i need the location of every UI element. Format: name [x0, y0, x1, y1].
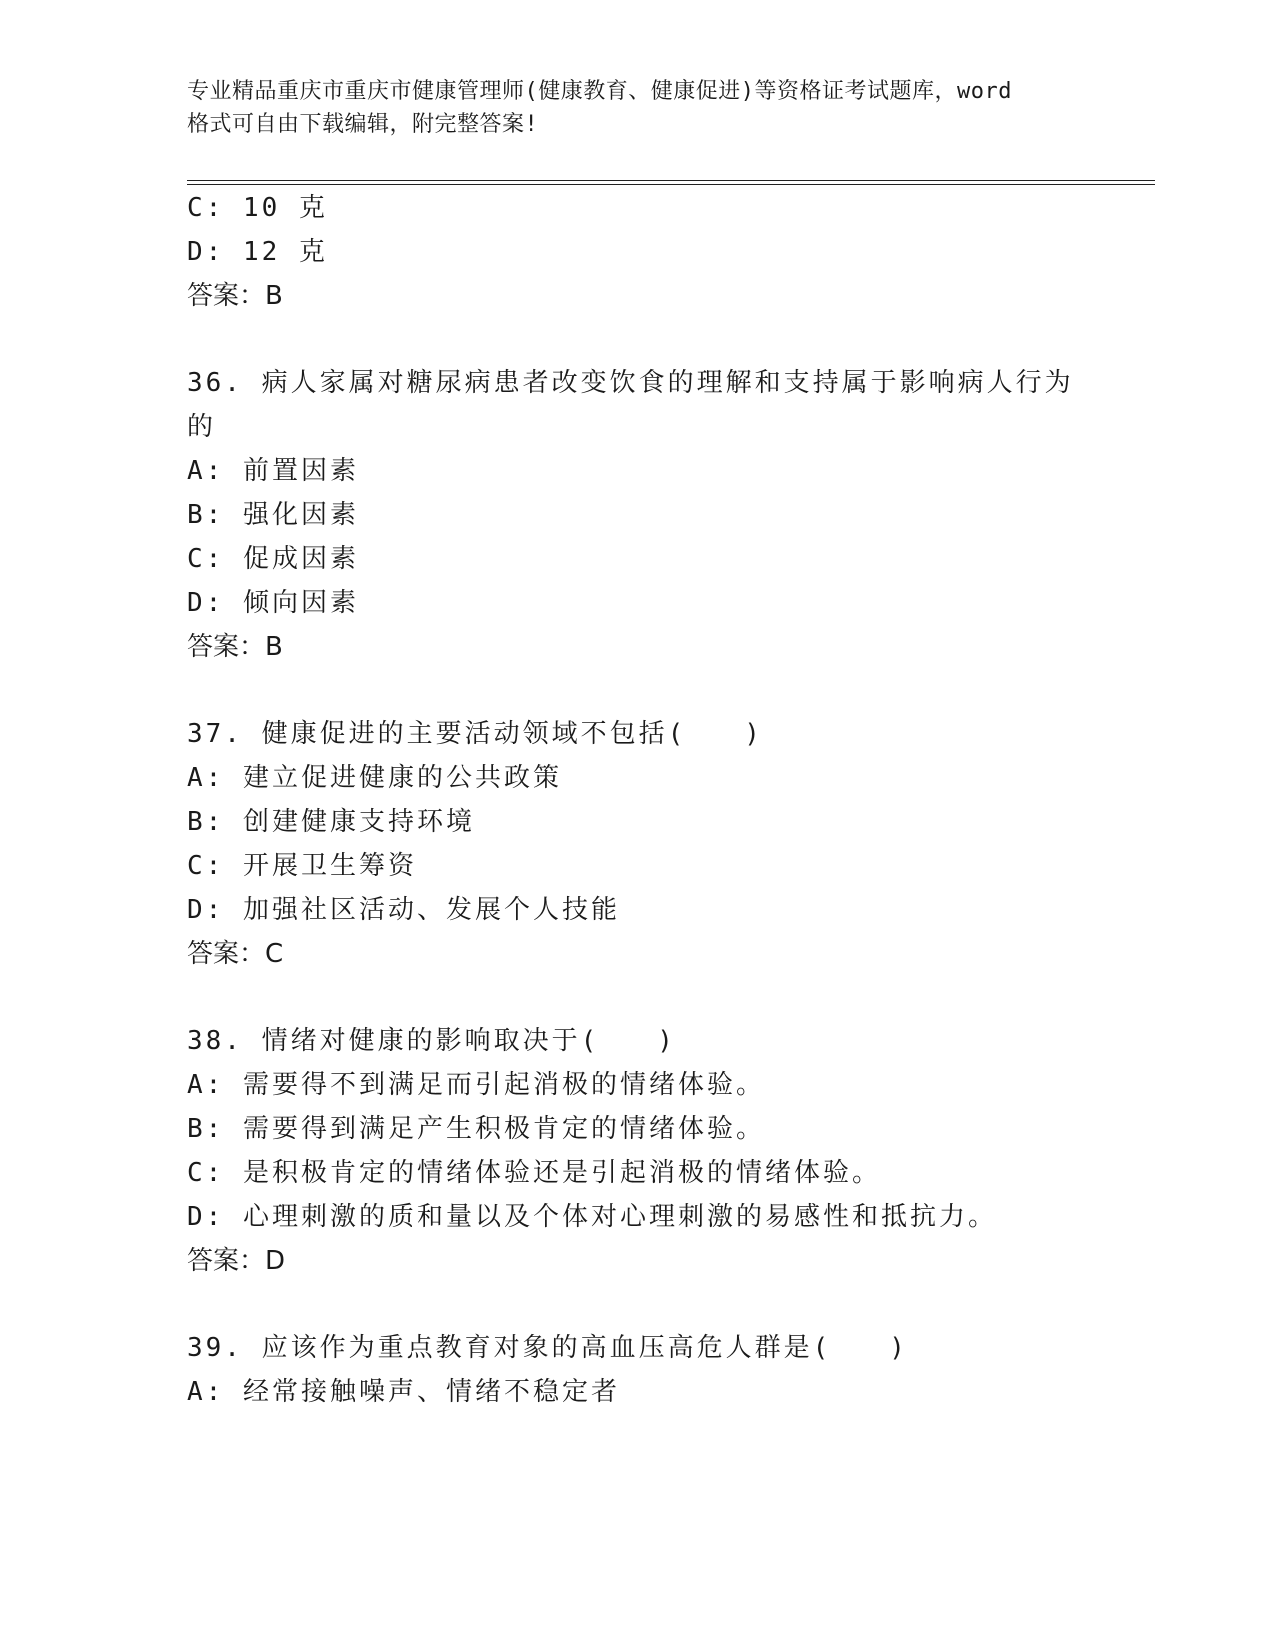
- q39-stem-line-1: 39. 应该作为重点教育对象的高血压高危人群是( ): [187, 1333, 908, 1363]
- prev-option-c: C: 10 克: [187, 193, 328, 223]
- q39-option-a: A: 经常接触噪声、情绪不稳定者: [187, 1377, 620, 1407]
- q37-stem-line-1: 37. 健康促进的主要活动领域不包括( ): [187, 719, 763, 749]
- q37-option-a: A: 建立促进健康的公共政策: [187, 763, 562, 793]
- prev-answer: 答案：B: [187, 281, 283, 311]
- q36-option-b: B: 强化因素: [187, 500, 359, 530]
- header-divider-bottom: [187, 184, 1155, 185]
- q37-answer: 答案：C: [187, 939, 284, 969]
- q38-option-b: B: 需要得到满足产生积极肯定的情绪体验。: [187, 1114, 765, 1144]
- q37-option-b: B: 创建健康支持环境: [187, 807, 475, 837]
- q36-option-a: A: 前置因素: [187, 456, 359, 486]
- q36-stem-line-2: 的: [187, 412, 217, 442]
- q36-option-c: C: 促成因素: [187, 544, 359, 574]
- q36-option-d: D: 倾向因素: [187, 588, 359, 618]
- q38-option-a: A: 需要得不到满足而引起消极的情绪体验。: [187, 1070, 765, 1100]
- header-line-2: 格式可自由下载编辑，附完整答案!: [187, 112, 539, 137]
- q38-option-c: C: 是积极肯定的情绪体验还是引起消极的情绪体验。: [187, 1158, 881, 1188]
- q37-option-d: D: 加强社区活动、发展个人技能: [187, 895, 620, 925]
- q38-stem-line-1: 38. 情绪对健康的影响取决于( ): [187, 1026, 676, 1056]
- q36-answer: 答案：B: [187, 632, 283, 662]
- q38-answer: 答案：D: [187, 1246, 286, 1276]
- q36-stem-line-1: 36. 病人家属对糖尿病患者改变饮食的理解和支持属于影响病人行为: [187, 368, 1074, 398]
- prev-option-d: D: 12 克: [187, 237, 328, 267]
- header-line-1: 专业精品重庆市重庆市健康管理师(健康教育、健康促进)等资格证考试题库，word: [187, 79, 1012, 104]
- header-divider-top: [187, 180, 1155, 181]
- q37-option-c: C: 开展卫生筹资: [187, 851, 417, 881]
- page-header: [187, 75, 1107, 141]
- q38-option-d: D: 心理刺激的质和量以及个体对心理刺激的易感性和抵抗力。: [187, 1202, 997, 1232]
